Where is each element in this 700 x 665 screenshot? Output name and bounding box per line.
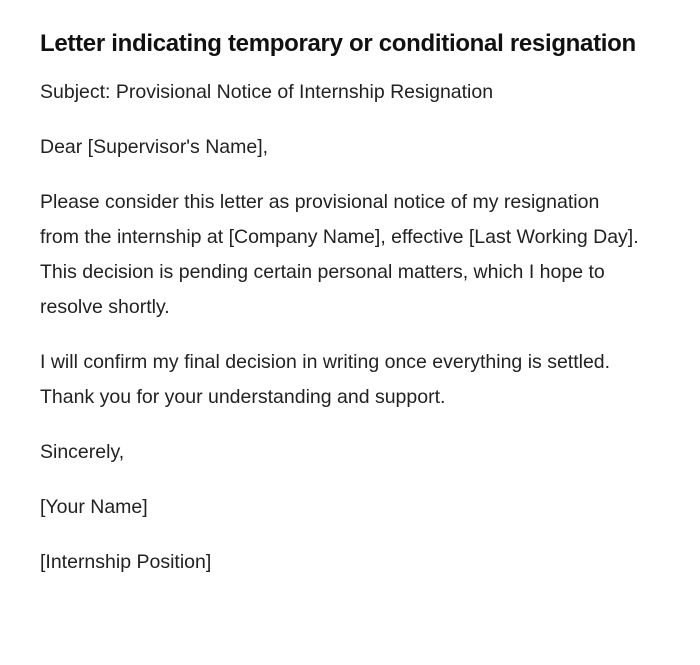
document-title: Letter indicating temporary or conditional resignation [40,30,636,57]
letter-body-paragraph-1: Please consider this letter as provisional notice of my resignation from the internship at [Company Name], effective [Last Working Day]. This decision is pending certain personal matters, which I hope to resolve shortly. [40,191,639,318]
letter-document [40,22,640,600]
letter-subject: Subject: Provisional Notice of Internship Resignation [40,81,494,103]
signature-name: [Your Name] [40,496,148,518]
signature-position: [Internship Position] [40,551,212,573]
letter-salutation: Dear [Supervisor's Name], [40,136,269,158]
letter-closing: Sincerely, [40,441,125,463]
letter-body-paragraph-2: I will confirm my final decision in writing once everything is settled. Thank you for your understanding and support. [40,351,611,408]
